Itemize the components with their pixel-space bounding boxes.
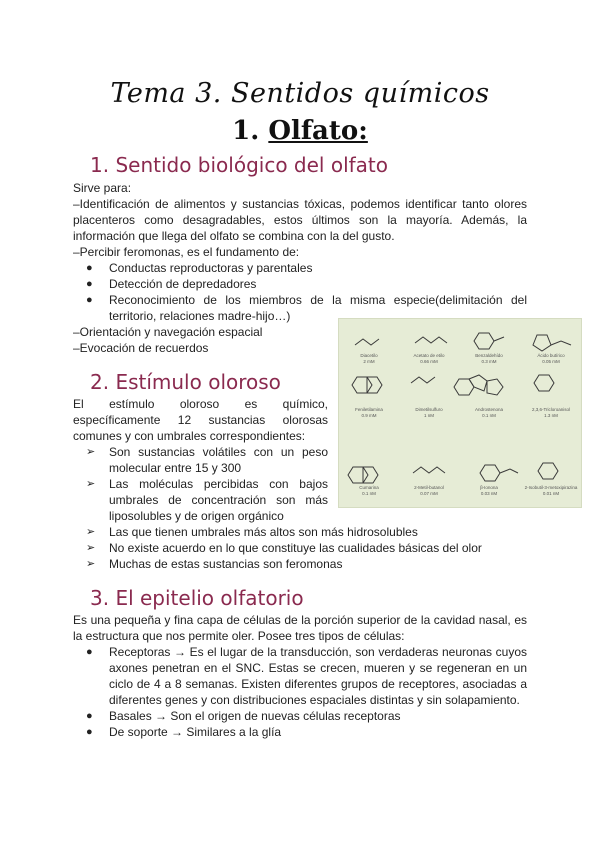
arrow-bullet-icon: ➢: [86, 446, 96, 458]
molecule-structures: [339, 319, 581, 507]
molecule-label: Androstenona: [474, 407, 504, 412]
molecule-label: Diacetilo: [360, 353, 378, 358]
paragraph-line: información que llega del olfato se combina con la del gusto.: [73, 229, 395, 243]
heading-estimulo-oloroso: 2. Estímulo oloroso: [90, 370, 281, 394]
molecule-label: β-Ionona: [480, 485, 498, 490]
document-title: Tema 3. Sentidos químicos: [110, 78, 490, 109]
molecule-threshold: 0.9 mM: [361, 413, 377, 418]
molecule-label: Benzaldehído: [475, 353, 503, 358]
bullet-icon: ●: [86, 278, 93, 290]
heading-epitelio-olfatorio: 3. El epitelio olfatorio: [90, 586, 304, 610]
list-item-continuation: umbrales de concentración son más: [109, 493, 328, 507]
molecule-threshold: 0.07 mM: [420, 491, 438, 496]
list-item-continuation: ciclo de 4 a 8 semanas. Existen diferentes grupos de receptores, asociadas a: [109, 677, 527, 691]
molecule-threshold: 1.3 nM: [544, 413, 558, 418]
molecule-threshold: 2 mM: [363, 359, 375, 364]
molecule-threshold: 0.3 mM: [481, 359, 497, 364]
molecule-threshold: 0.1 nM: [362, 491, 376, 496]
list-item-continuation: territorio, relaciones madre-hijo…): [109, 309, 291, 323]
arrow-bullet-icon: ➢: [86, 526, 96, 538]
molecule-label: Feniletilamina: [355, 407, 383, 412]
arrow-bullet-icon: ➢: [86, 478, 96, 490]
list-item-continuation: diferentes genes y con distribuciones espaciales distintas y sin solapamiento.: [109, 693, 520, 707]
document-page: Tema 3. Sentidos químicos 1. Olfato: 1. Sentido biológico del olfato Sirve para: –Identificación de alimentos y sustancias tóxicas, podemos identificar tanto olores placenteros como desagradables, estos últimos son la mayoría. Además, la información que llega del olfato se combina con la del gusto. –Percibir feromonas, es el fundamento de: ● Conductas reproductoras y parentales ● Detección de depredadores ● Reconocimiento de los miembros de la misma especie(delimitación del territorio, relaciones madre-hijo…) –Orientación y navegación espacial –Evocación de recuerdos Diacetilo 2 mM Acetato de etilo 0.66 mM Benzaldehído 0.3 mM Ácido butírico 0.05 mM Feniletilamina 0.9 mM Dimetilsulfuro 1 nM Androstenona 0.1 nM 2,3,6-Tricloroanisol 1.3 nM Cumarina 0.1 nM 2-Metil-butanol 0.07 mM β-Ionona 0.03 nM 2-Isobutil-3-metoxipirazina 0.01 nM 2. Estímulo oloroso El estímulo oloroso es químico, específicamente 12 sustancias olorosas comunes y con umbrales correspondientes: ➢ Son sustancias volátiles con un peso molecular entre 15 y 300 ➢ Las moléculas percibidas con bajos umbrales de concentración son más liposolubles y de origen orgánico ➢ Las que tienen umbrales más altos son más hidrosolubles ➢ No existe acuerdo en lo que constituye las cualidades básicas del olor ➢ Muchas de estas sustancias son feromonas 3. El epitelio olfatorio Es una pequeña y fina capa de células de la porción superior de la cavidad nasal, es la estructura que nos permite oler. Posee tres tipos de células: ● Receptoras → Es el lugar de la transducción, son verdaderas neuronas cuyos axones penetran en el SNC. Estas se crecen, mueren y se regeneran en un ciclo de 4 a 8 semanas. Existen diferentes grupos de receptores, asociadas a diferentes genes y con distribuciones espaciales distintas y sin solapamiento. ● Basales → Son el origen de nuevas células receptoras ● De soporte → Similares a la glía: [0, 0, 600, 848]
paragraph-line: –Evocación de recuerdos: [73, 341, 209, 355]
paragraph-line: –Identificación de alimentos y sustancias tóxicas, podemos identificar tanto olores: [73, 197, 527, 211]
paragraph-line: la estructura que nos permite oler. Posee tres tipos de células:: [73, 629, 405, 643]
molecule-label: Dimetilsulfuro: [415, 407, 443, 412]
molecule-label: Ácido butírico: [537, 353, 565, 358]
heading-sentido-biologico: 1. Sentido biológico del olfato: [90, 153, 389, 177]
molecule-label: 2,3,6-Tricloroanisol: [531, 407, 571, 412]
bullet-icon: ●: [86, 262, 93, 274]
molecule-label: 2-Metil-butanol: [414, 485, 444, 490]
paragraph-line: –Orientación y navegación espacial: [73, 325, 263, 339]
arrow-bullet-icon: ➢: [86, 558, 96, 570]
arrow-bullet-icon: ➢: [86, 542, 96, 554]
molecule-label: Cumarina: [359, 485, 379, 490]
paragraph-line: El estímulo oloroso es químico,: [73, 397, 328, 411]
molecule-threshold: 1 nM: [423, 413, 435, 418]
bullet-icon: ●: [86, 646, 93, 658]
molecule-label: Acetato de etilo: [413, 353, 445, 358]
paragraph-intro: Sirve para:: [73, 181, 132, 195]
section-heading-olfato: [0, 116, 600, 146]
section-name: Olfato:: [268, 116, 368, 146]
paragraph-line: específicamente 12 sustancias olorosas: [73, 413, 328, 427]
molecule-threshold: 0.01 nM: [542, 491, 560, 496]
list-item-continuation: molecular entre 15 y 300: [109, 461, 242, 475]
molecule-threshold: 0.05 mM: [542, 359, 560, 364]
bullet-icon: ●: [86, 294, 93, 306]
list-item-continuation: axones penetran en el SNC. Estas se crecen, mueren y se regeneran en un: [109, 661, 527, 675]
list-item-continuation: liposolubles y de origen orgánico: [109, 509, 284, 523]
section-number: 1.: [232, 116, 260, 146]
paragraph-line: comunes y con umbrales correspondientes:: [73, 429, 306, 443]
molecule-threshold: 0.66 mM: [420, 359, 438, 364]
odorant-molecules-figure: [338, 318, 582, 508]
paragraph-line: Es una pequeña y fina capa de células de la porción superior de la cavidad nasal, es: [73, 613, 527, 627]
molecule-threshold: 0.1 nM: [482, 413, 496, 418]
molecule-threshold: 0.03 nM: [480, 491, 498, 496]
molecule-label: 2-Isobutil-3-metoxipirazina: [524, 485, 578, 490]
bullet-icon: ●: [86, 710, 93, 722]
bullet-icon: ●: [86, 726, 93, 738]
paragraph-line: placenteros como desagradables, estos últimos son la mayoría. Además, la: [73, 213, 527, 227]
paragraph-line: –Percibir feromonas, es el fundamento de:: [73, 245, 300, 259]
